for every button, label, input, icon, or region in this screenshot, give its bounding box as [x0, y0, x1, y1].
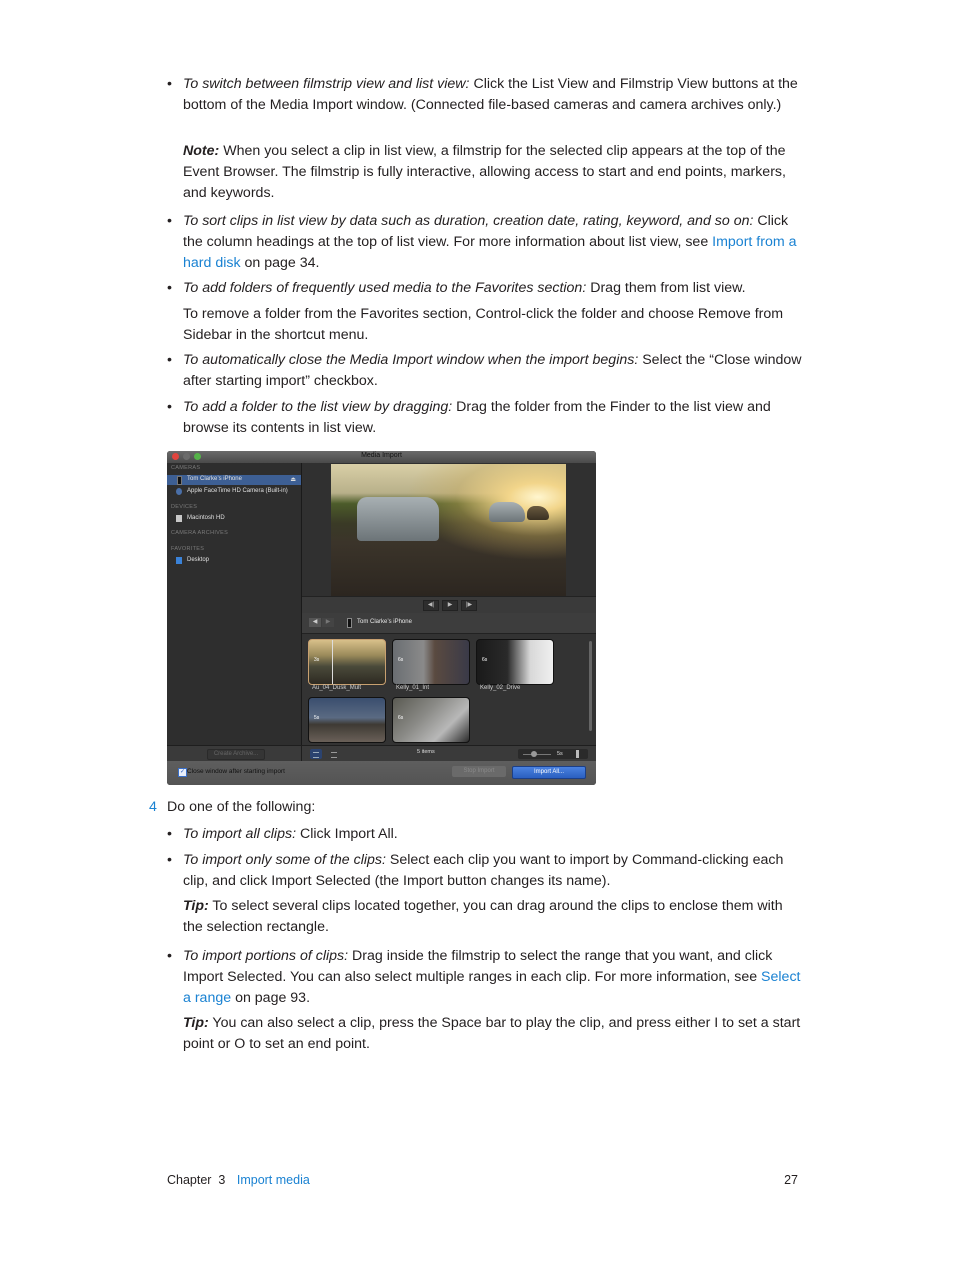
sidebar-item-macintosh-hd[interactable] — [167, 514, 301, 524]
bullet-import-some — [167, 850, 803, 892]
bullet-text: Drag inside the filmstrip to select the range that you want, and click Import Selected. You can also select multiple ranges in each clip. For more information, see — [183, 948, 773, 985]
bullet-text: Click the List View and Filmstrip View buttons at the bottom of the Media Import window. (Connected file-based cameras and camera archives only.) — [183, 76, 798, 113]
bullet-after: on page 93. — [231, 990, 311, 1006]
step-number: 4 — [149, 799, 157, 815]
bullet-dot: • — [167, 399, 172, 415]
bullet-text: Drag the folder from the Finder to the list view and browse its contents in list view. — [183, 399, 771, 436]
tip-text: You can also select a clip, press the Space bar to play the clip, and press either I to set a start point or O to set an end point. — [183, 1015, 801, 1052]
filmstrip-view-button[interactable] — [310, 749, 322, 759]
bullet-lead: To import all clips: — [183, 826, 297, 842]
bullet-dot: • — [167, 280, 172, 296]
chapter-title-link[interactable]: Import media — [236, 1173, 310, 1187]
bullet-auto-close — [167, 350, 803, 392]
window-title: Media Import — [361, 452, 402, 459]
clip-duration: 6s — [482, 657, 488, 663]
remove-favorites-paragraph: To remove a folder from the Favorites section, Control-click the folder and choose Remove from Sidebar in the shortcut menu. — [183, 306, 784, 343]
filmstrip-icon — [313, 752, 319, 758]
sidebar-item-facetime-camera[interactable] — [167, 487, 301, 497]
window-titlebar — [167, 451, 596, 463]
clip-height-icon[interactable] — [576, 750, 579, 758]
clip-thumbnail[interactable] — [392, 697, 470, 743]
bullet-lead: To add folders of frequently used media to the Favorites section: — [183, 280, 587, 296]
select-range-link[interactable]: Select a range — [183, 969, 801, 1006]
clip-name: Kelly_01_Int — [396, 685, 430, 691]
list-view-button[interactable] — [328, 749, 340, 759]
browser-path-bar — [302, 613, 596, 634]
divider — [301, 746, 302, 762]
bullet-dot: • — [167, 213, 172, 229]
tip-label: Tip: — [183, 1015, 209, 1031]
bullet-import-all — [167, 824, 803, 845]
clip-thumbnail[interactable] — [308, 697, 386, 743]
clip-duration: 6s — [398, 715, 404, 721]
note-label: Note: — [183, 143, 220, 159]
bullet-lead: To import portions of clips: — [183, 948, 349, 964]
sidebar-header-devices: DEVICES — [171, 504, 198, 510]
sidebar-item-label: Tom Clarke’s iPhone — [187, 476, 242, 482]
tip-paragraph — [183, 1013, 803, 1055]
car-graphic — [527, 506, 549, 520]
hard-drive-icon — [176, 515, 182, 522]
bullet-import-portions — [167, 946, 803, 1009]
zoom-value: 5s — [557, 751, 563, 757]
step-text: Do one of the following: — [167, 799, 316, 815]
bullet-lead: To automatically close the Media Import window when the import begins: — [183, 352, 639, 368]
bullet-lead: To switch between filmstrip view and list view: — [183, 76, 470, 92]
folder-icon — [176, 557, 182, 564]
sidebar-item-label: Desktop — [187, 557, 210, 563]
bullet-lead: To sort clips in list view by data such as duration, creation date, rating, keyword, and so on: — [183, 213, 754, 229]
bullet-add-favorites — [167, 278, 803, 299]
bullet-text: Select each clip you want to import by Command-clicking each clip, and click Import Selected (the Import button changes its name). — [183, 852, 784, 889]
next-frame-button[interactable]: |▶ — [461, 600, 477, 611]
page-number: 27 — [784, 1173, 798, 1187]
forward-button[interactable]: ▶ — [322, 618, 334, 627]
import-all-button[interactable]: Import All... — [512, 766, 586, 779]
clip-duration: 5s — [314, 715, 320, 721]
note-text: When you select a clip in list view, a filmstrip for the selected clip appears at the top of the Event Browser. The filmstrip is fully interactive, allowing access to start and end points, markers, and keywords. — [183, 143, 786, 201]
bullet-dot: • — [167, 352, 172, 368]
tip-text: To select several clips located together, you can drag around the clips to enclose them with the selection rectangle. — [183, 898, 783, 935]
sidebar-item-desktop[interactable] — [167, 556, 301, 566]
sidebar-item-iphone[interactable] — [167, 475, 301, 485]
import-footer — [167, 761, 596, 785]
clip-duration: 3s — [314, 657, 320, 663]
create-archive-button[interactable]: Create Archive... — [207, 749, 265, 760]
bullet-add-folder — [167, 397, 803, 439]
clip-name: Kelly_02_Drive — [480, 685, 521, 691]
media-import-screenshot — [167, 451, 596, 785]
eject-icon[interactable]: ⏏ — [290, 477, 296, 483]
bullet-text: Click the column headings at the top of list view. For more information about list view, see — [183, 213, 789, 250]
iphone-icon — [177, 476, 182, 485]
bullet-after: on page 34. — [240, 255, 320, 271]
zoom-slider-track[interactable] — [523, 754, 551, 755]
playback-controls — [302, 596, 596, 613]
previous-frame-button[interactable]: ◀| — [423, 600, 439, 611]
bullet-dot: • — [167, 852, 172, 868]
browser-bottom-bar — [167, 745, 596, 762]
clip-thumbnail[interactable] — [476, 639, 554, 685]
play-button[interactable]: ▶ — [442, 600, 458, 611]
browser-scrollbar[interactable] — [589, 641, 592, 731]
sidebar-item-label: Apple FaceTime HD Camera (Built-in) — [187, 488, 288, 494]
bullet-switch-view — [167, 74, 803, 116]
sidebar-item-label: Macintosh HD — [187, 515, 225, 521]
bullet-dot: • — [167, 76, 172, 92]
bullet-lead: To add a folder to the list view by dragging: — [183, 399, 453, 415]
tip-label: Tip: — [183, 898, 209, 914]
list-icon — [331, 752, 337, 758]
tip-paragraph — [183, 896, 803, 938]
viewer-preview-image — [331, 464, 566, 596]
close-window-checkbox-label: Close window after starting import — [187, 768, 285, 775]
import-sidebar — [167, 463, 302, 745]
bullet-text: Drag them from list view. — [586, 280, 746, 296]
car-graphic — [489, 502, 525, 522]
bullet-dot: • — [167, 826, 172, 842]
clip-browser — [302, 634, 596, 745]
sidebar-header-camera-archives: CAMERA ARCHIVES — [171, 530, 229, 536]
clip-thumbnail[interactable] — [308, 639, 386, 685]
page-footer — [167, 1173, 310, 1187]
chapter-label: Chapter 3 — [167, 1173, 226, 1187]
iphone-icon — [347, 618, 352, 628]
bullet-text: Click Import All. — [296, 826, 398, 842]
clip-duration: 6s — [398, 657, 404, 663]
item-count: 5 items — [417, 749, 435, 755]
playhead — [332, 640, 333, 684]
clip-thumbnail[interactable] — [392, 639, 470, 685]
webcam-icon — [176, 488, 182, 495]
bullet-text: Select the “Close window after starting import” checkbox. — [183, 352, 802, 389]
bullet-lead: To import only some of the clips: — [183, 852, 386, 868]
sidebar-header-cameras: CAMERAS — [171, 465, 201, 471]
close-window-checkbox[interactable]: ✓ — [179, 769, 186, 775]
zoom-slider-thumb[interactable] — [531, 751, 537, 757]
bullet-dot: • — [167, 948, 172, 964]
clip-zoom-control — [518, 749, 588, 759]
sidebar-header-favorites: FAVORITES — [171, 546, 205, 552]
import-hard-disk-link[interactable]: Import from a hard disk — [183, 234, 797, 271]
note-paragraph — [183, 141, 803, 204]
device-label: Tom Clarke’s iPhone — [357, 619, 412, 625]
car-graphic — [357, 497, 439, 541]
clip-name: Au_04_Dusk_Mult — [312, 685, 362, 691]
back-button[interactable]: ◀ — [309, 618, 321, 627]
bullet-sort-clips — [167, 211, 803, 274]
stop-import-button[interactable]: Stop Import — [452, 766, 506, 777]
